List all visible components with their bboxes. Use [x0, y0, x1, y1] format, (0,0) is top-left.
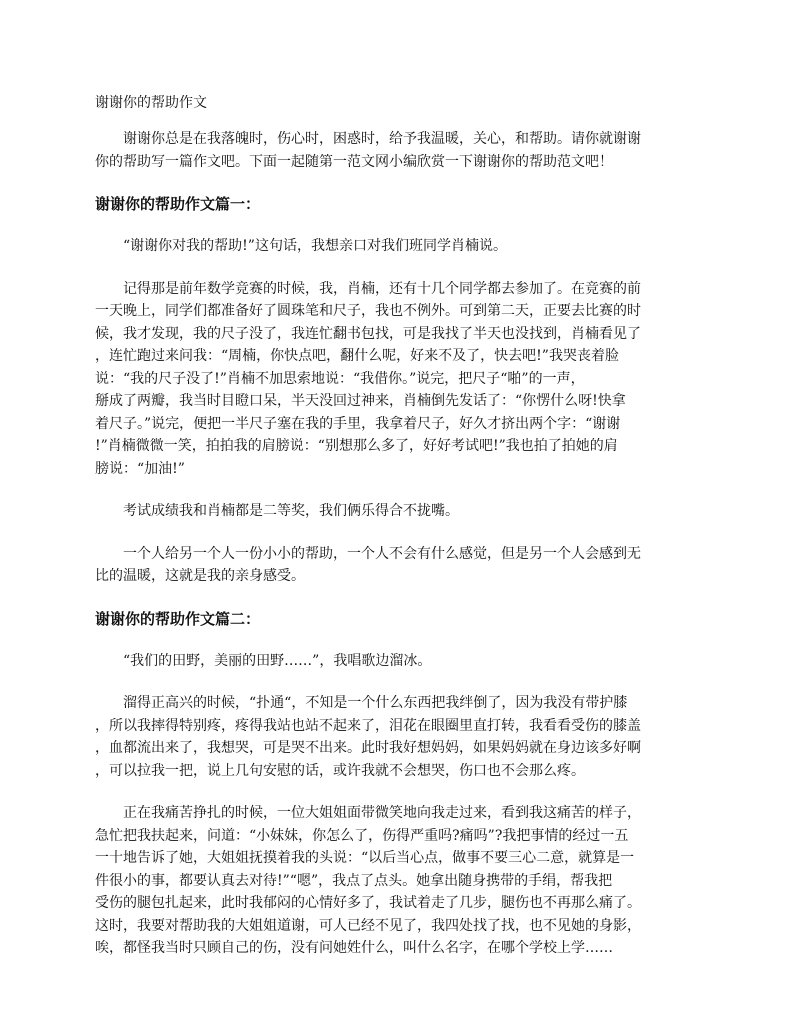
section-2-heading: 谢谢你的帮助作文篇二：	[95, 609, 261, 628]
section-1	[95, 193, 707, 588]
section-2	[95, 608, 707, 960]
section-1-heading: 谢谢你的帮助作文篇一：	[95, 195, 261, 213]
section-1-paragraph-1: “谢谢你对我的帮助!”这句话，我想亲口对我们班同学肖楠说。	[123, 238, 507, 254]
section-2-paragraph-1: “我们的田野，美丽的田野……”，我唱歌边溜冰。	[123, 652, 432, 669]
section-1-paragraph-3: 考试成绩我和肖楠都是二等奖，我们俩乐得合不拢嘴。	[123, 503, 459, 519]
document-title: 谢谢你的帮助作文	[95, 95, 207, 111]
intro-paragraph: 谢谢你总是在我落魄时，伤心时，困惑时，给予我温暖，关心，和帮助。请你就谢谢 你的帮助写一篇作文吧。下面一起随第一范文网小编欣赏一下谢谢你的帮助范文吧！	[95, 131, 641, 170]
section-2-paragraph-3: 正在我痛苦挣扎的时候，一位大姐姐面带微笑地向我走过来，看到我这痛苦的样子， 急忙把我扶起来，问道：“小妹妹，你怎么了，伤得严重吗?痛吗”?我把事情的经过一五 一十地告诉了她，大姐姐抚摸着我的头说：“以后当心点，做事不要三心二意，就算是一 件很小的事，都要认真去对待!”“嗯”，我点了点头。她拿出随身携带的手绢，帮我把 受伤的腿包扎起来，此时我郁闷的心情好多了，我试着走了几步，腿伤也不再那么痛了。 这时，我要对帮助我的大姐姐道谢，可人已经不见了，我四处找了找，也不见她的身影， 唉，都怪我当时只顾自己的伤，没有问她姓什么，叫什么名字，在哪个学校上学……	[95, 805, 641, 956]
section-2-paragraph-2: 溜得正高兴的时候，“扑通“，不知是一个什么东西把我绊倒了，因为我没有带护膝 ，所以我摔得特别疼，疼得我站也站不起来了，泪花在眼圈里直打转，我看看受伤的膝盖 ，血都流出来了，我想哭，可是哭不出来。此时我好想妈妈，如果妈妈就在身边该多好啊 ，可以拉我一把，说上几句安慰的话，或许我就不会想哭，伤口也不会那么疼。	[95, 695, 641, 779]
section-1-paragraph-2: 记得那是前年数学竞赛的时候，我，肖楠，还有十几个同学都去参加了。在竞赛的前 一天晚上，同学们都准备好了圆珠笔和尺子，我也不例外。可到第二天，正要去比赛的时 候，我才发现，我的尺子没了，我连忙翻书包找，可是我找了半天也没找到，肖楠看见了 ，连忙跑过来问我：“周楠，你快点吧，翻什么呢，好来不及了，快去吧!”我哭丧着脸 说：“我的尺子没了!”肖楠不加思索地说：“我借你。”说完，把尺子“啪”的一声， 掰成了两瓣，我当时目瞪口呆，半天没回过神来，肖楠倒先发话了：“你愣什么呀!快拿 着尺子。”说完，便把一半尺子塞在我的手里，我拿着尺子，好久才挤出两个字：“谢谢 !”肖楠微微一笑，拍拍我的肩膀说：“别想那么多了，好好考试吧!”我也拍了拍她的肩 膀说：“加油!”	[95, 280, 641, 477]
section-1-paragraph-4: 一个人给另一个人一份小小的帮助，一个人不会有什么感觉，但是另一个人会感到无 比的温暖，这就是我的亲身感受。	[95, 545, 641, 584]
document-page	[95, 92, 707, 980]
